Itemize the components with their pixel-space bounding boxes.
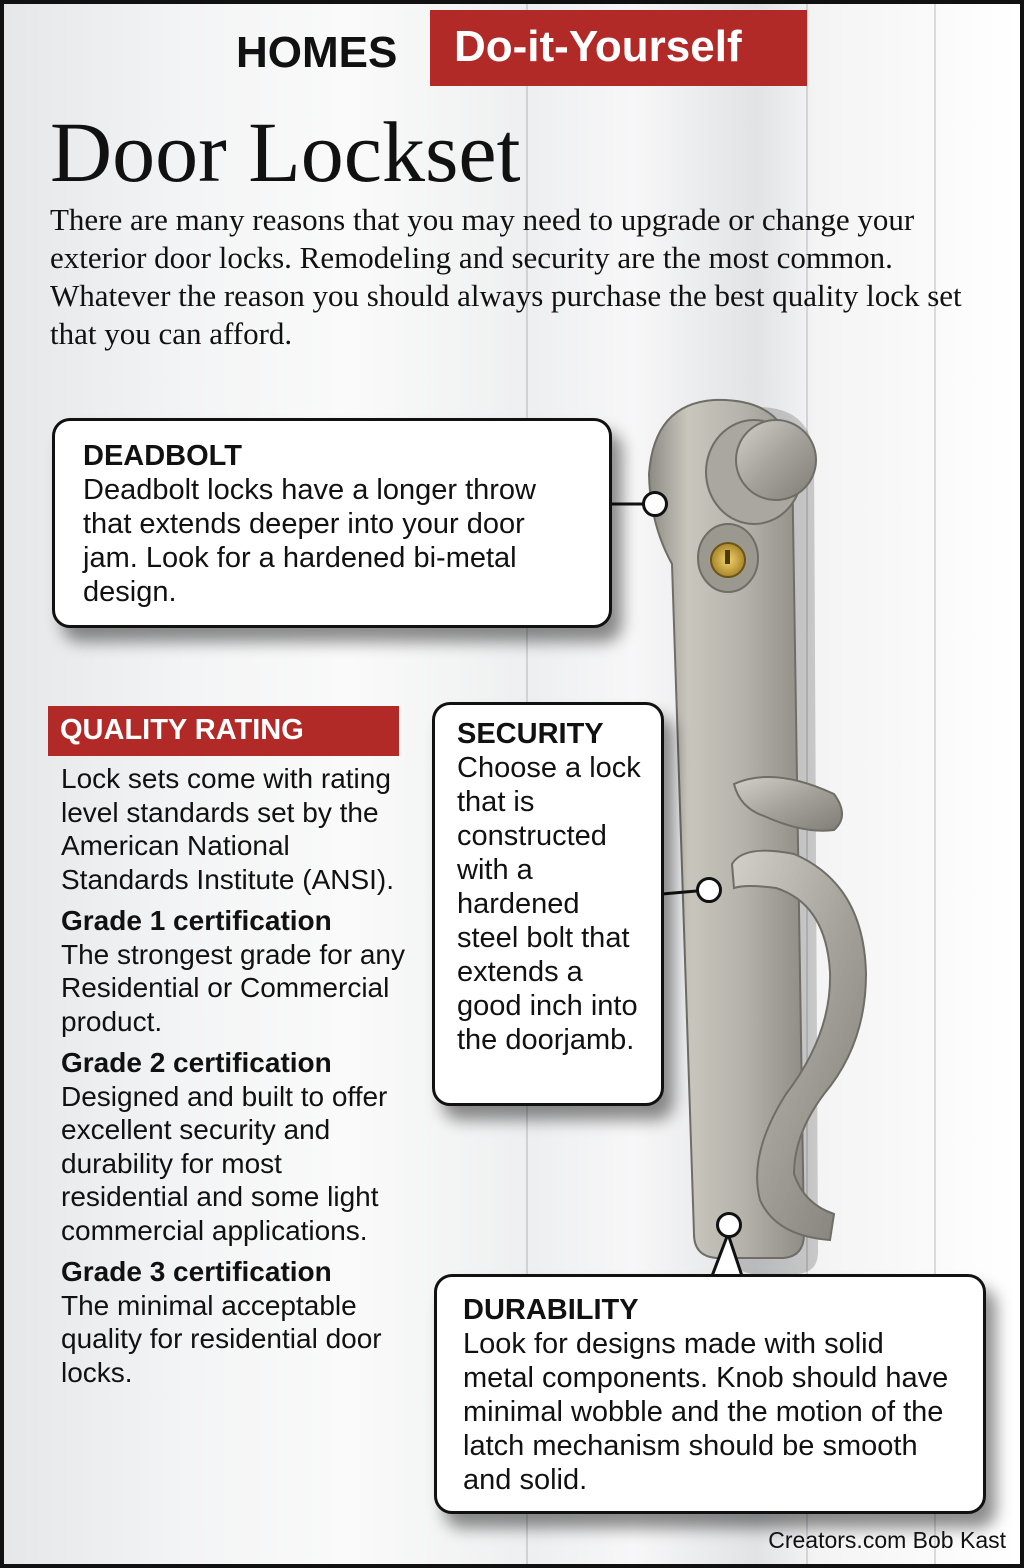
grade-item xyxy=(61,1046,411,1247)
section-tag: Do-it-Yourself xyxy=(454,22,742,71)
durability-heading: DURABILITY xyxy=(463,1294,639,1326)
security-heading: SECURITY xyxy=(457,718,604,750)
quality-rating-body xyxy=(61,762,411,1397)
durability-pointer-dot xyxy=(716,1212,742,1238)
durability-callout xyxy=(434,1274,986,1514)
security-callout xyxy=(432,702,664,1106)
grade-text: Designed and built to offer excellent security and durability for most residential and some light commercial applications. xyxy=(61,1080,388,1246)
deadbolt-thumbturn xyxy=(736,420,816,500)
intro-paragraph: There are many reasons that you may need to upgrade or change your exterior door locks. Remodeling and security are the most common. Whatever the reason you should always purchase the best quality lock set that you can afford. xyxy=(50,202,962,351)
grade-item xyxy=(61,904,411,1038)
deadbolt-callout xyxy=(52,418,612,628)
deadbolt-text: Deadbolt locks have a longer throw that extends deeper into your door jam. Look for a hardened bi-metal design. xyxy=(83,474,536,608)
deadbolt-heading: DEADBOLT xyxy=(83,440,242,472)
header xyxy=(4,10,1020,88)
grade-text: The strongest grade for any Residential or Commercial product. xyxy=(61,938,405,1037)
section-label: HOMES xyxy=(236,28,398,77)
grade-title: Grade 2 certification xyxy=(61,1047,332,1078)
security-text: Choose a lock that is constructed with a hardened steel bolt that extends a good inch into the doorjamb. xyxy=(457,752,641,1056)
deadbolt-pointer-dot xyxy=(642,491,668,517)
grade-title: Grade 1 certification xyxy=(61,905,332,936)
section-tag-box xyxy=(430,10,807,86)
grade-item xyxy=(61,1255,411,1389)
credit-line: Creators.com Bob Kast xyxy=(768,1527,1006,1553)
grade-text: The minimal acceptable quality for residential door locks. xyxy=(61,1289,382,1388)
page-title: Door Lockset xyxy=(50,104,521,200)
grade-title: Grade 3 certification xyxy=(61,1256,332,1287)
security-pointer-dot xyxy=(696,877,722,903)
durability-text: Look for designs made with solid metal components. Knob should have minimal wobble and the motion of the latch mechanism should be smooth and solid. xyxy=(463,1328,949,1496)
quality-rating-intro: Lock sets come with rating level standards set by the American National Standards Institute (ANSI). xyxy=(61,763,395,895)
quality-rating-heading: QUALITY RATING xyxy=(60,714,304,746)
quality-rating-header xyxy=(48,706,399,756)
